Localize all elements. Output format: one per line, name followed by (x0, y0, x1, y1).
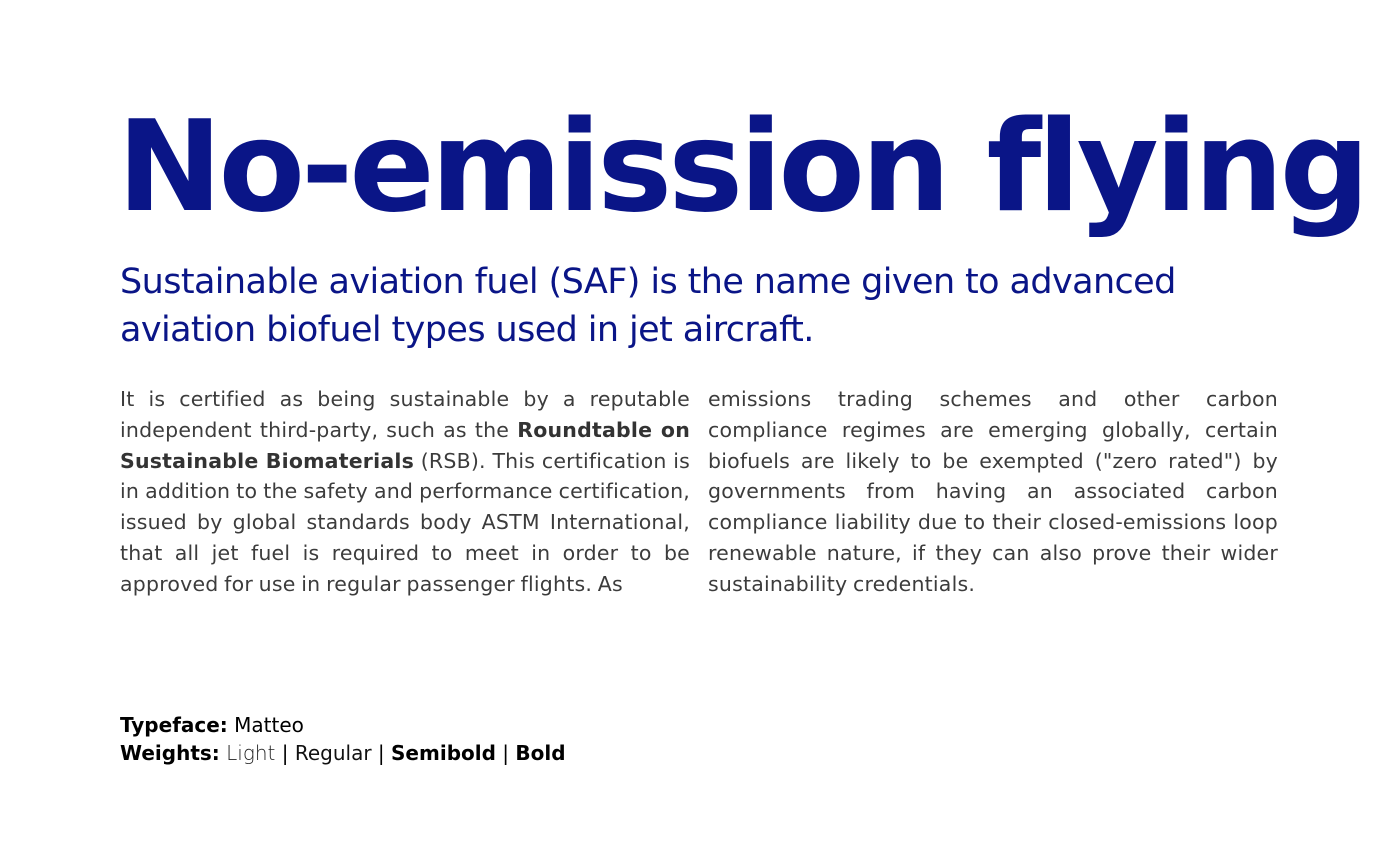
typeface-line (120, 711, 566, 739)
typeface-value: Matteo (234, 713, 304, 737)
weight-regular: Regular (294, 741, 372, 765)
weights-label: Weights: (120, 741, 220, 765)
headline: No-emission flying (117, 93, 1366, 240)
weight-semibold: Semibold (391, 741, 496, 765)
body-text-bold: Roundtable on Sustainable Biomaterials (120, 417, 690, 473)
weight-separator: | (377, 741, 385, 765)
lede-paragraph: Sustainable aviation fuel (SAF) is the name given to advanced aviation biofuel types used in jet aircraft. (120, 262, 1176, 350)
body-columns (120, 384, 1278, 600)
body-column-right: emissions trading schemes and other carbon compliance regimes are emerging globally, certain biofuels are likely to be exempted ("zero rated") by governments from having an associated carbon compliance liability due to their closed-emissions loop renewable nature, if they can also prove their wider sustainability credentials. (708, 387, 1278, 596)
body-text-rest: (RSB). This certification is in addition to the safety and performance certification, issued by global standards body ASTM International, that all jet fuel is required to meet in order to be approved for use in regular passenger flights. As (120, 448, 690, 596)
weights-line (120, 739, 566, 767)
weight-separator: | (281, 741, 289, 765)
body-column-left (120, 384, 690, 600)
weight-light: Light (226, 741, 276, 765)
weight-bold: Bold (515, 741, 566, 765)
body-text-intro: It is certified as being sustainable by a reputable independent third-party, such as the (120, 387, 690, 442)
weight-separator: | (502, 741, 510, 765)
specimen-page (117, 0, 1366, 863)
typeface-label: Typeface: (120, 713, 228, 737)
typeface-specs (120, 711, 566, 767)
